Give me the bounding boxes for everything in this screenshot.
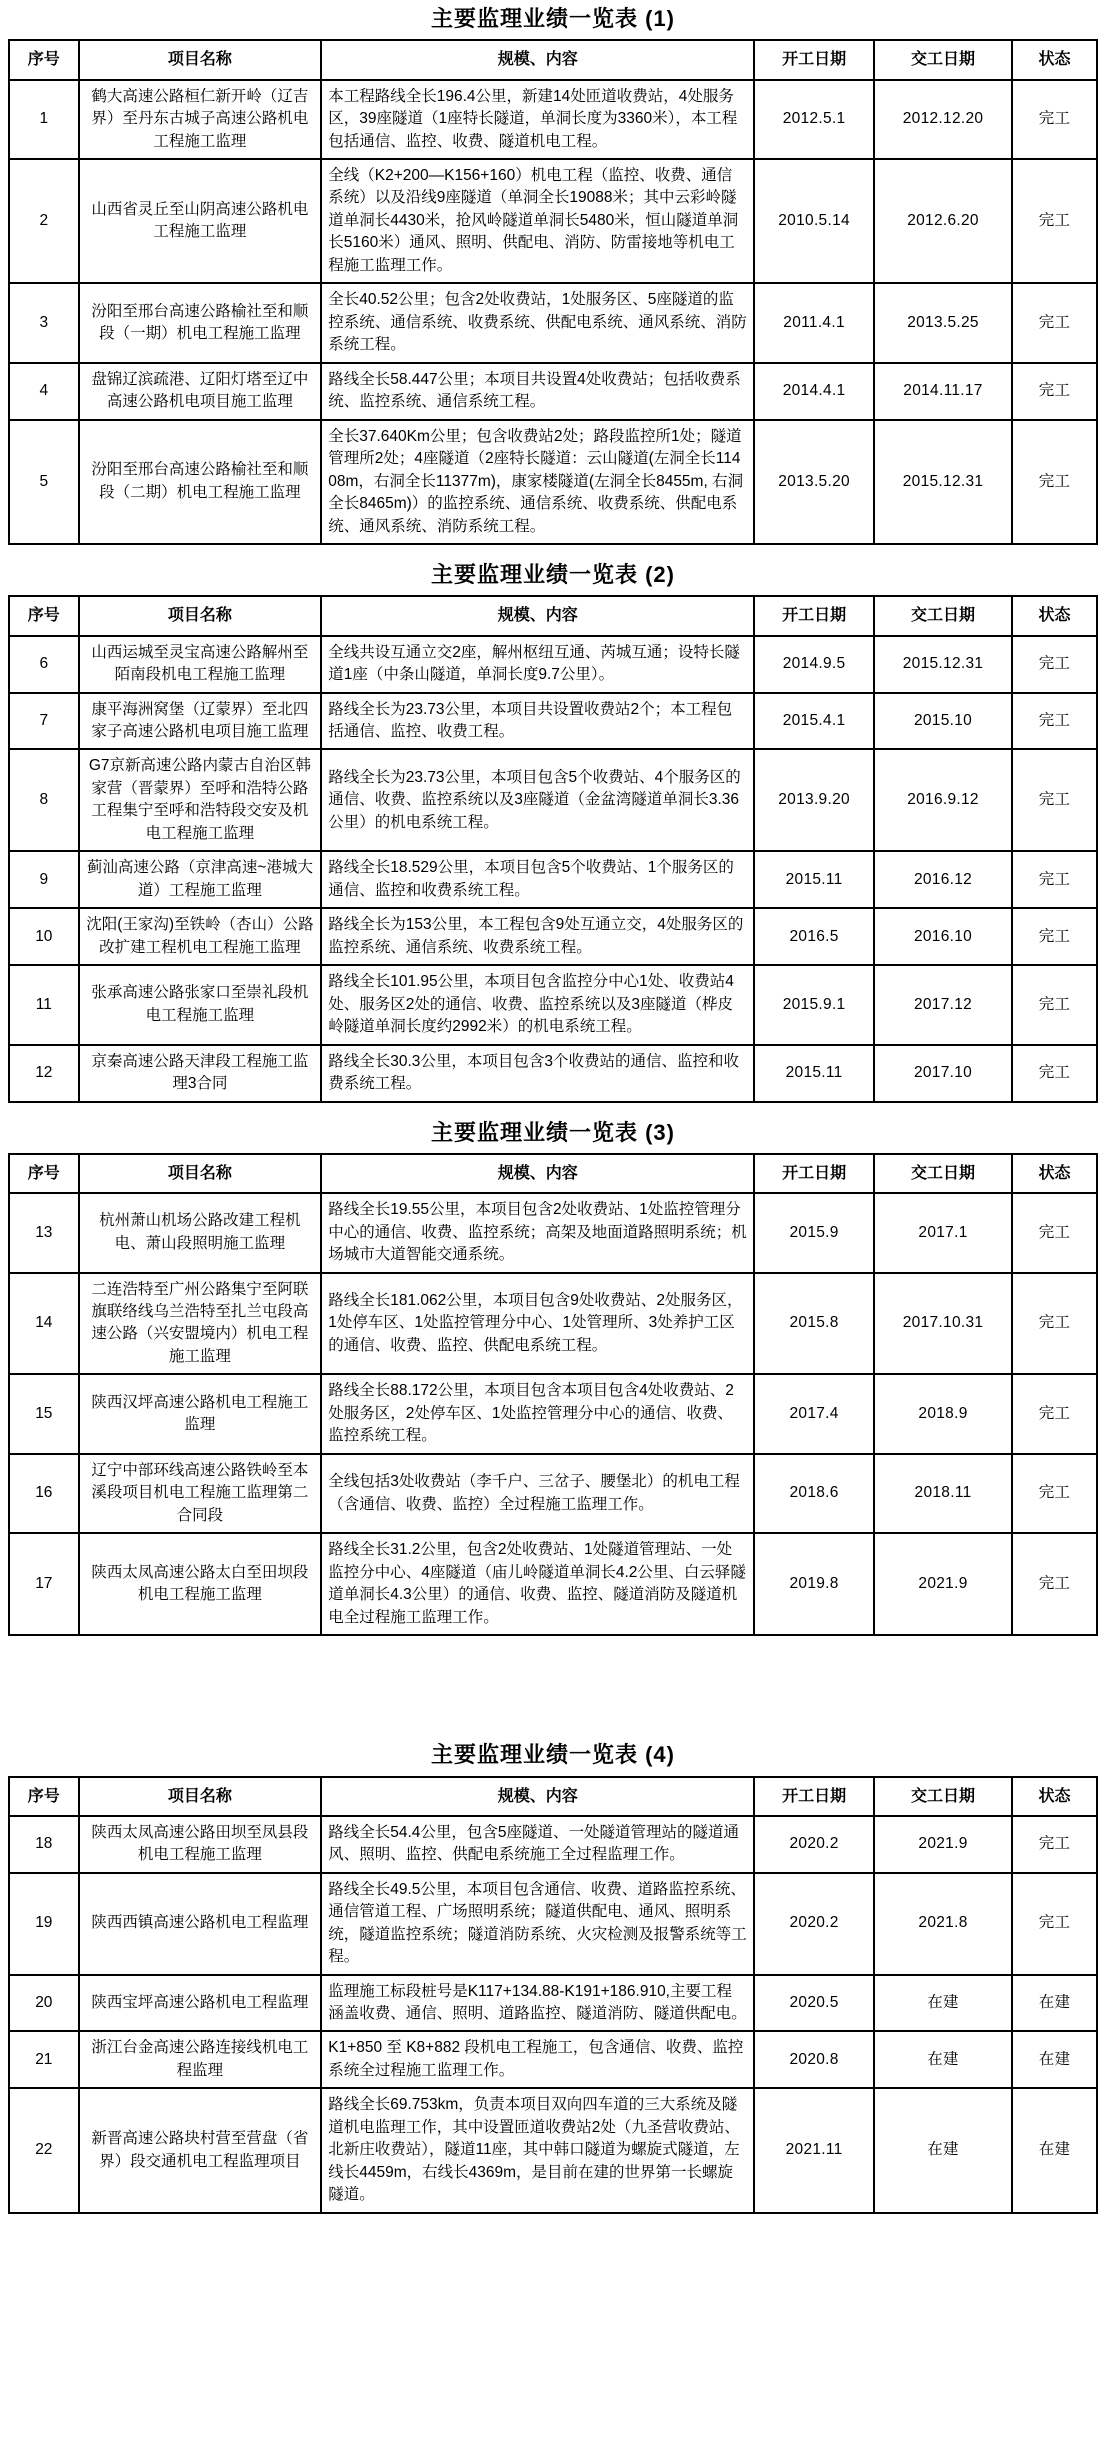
- status-cell: 完工: [1012, 1045, 1097, 1102]
- table-row: [9, 1873, 1097, 1975]
- scope-content-cell: 全线（K2+200—K156+160）机电工程（监控、收费、通信系统）以及沿线9座隧道（单洞全长19088米；其中云彩岭隧道单洞长4430米，抢风岭隧道单洞长5480米，恒山隧道单洞长5160米）通风、照明、供配电、消防、防雷接地等机电工程施工监理工作。: [321, 159, 754, 283]
- status-cell: 完工: [1012, 693, 1097, 750]
- end-date-cell: 2018.9: [874, 1374, 1012, 1453]
- scope-content-cell: 路线全长101.95公里，本项目包含监控分中心1处、收费站4处、服务区2处的通信、收费、监控系统以及3座隧道（桦皮岭隧道单洞长度约2992米）的机电系统工程。: [321, 965, 754, 1044]
- scope-content-cell: 全线共设互通立交2座，解州枢纽互通、芮城互通；设特长隧道1座（中条山隧道，单洞长度9.7公里）。: [321, 636, 754, 693]
- end-date-cell: 2017.10.31: [874, 1273, 1012, 1375]
- scope-content-cell: 路线全长19.55公里，本项目包含2处收费站、1处监控管理分中心的通信、收费、监控系统；高架及地面道路照明系统；机场城市大道智能交通系统。: [321, 1193, 754, 1272]
- start-date-cell: 2021.11: [754, 2088, 874, 2212]
- project-name-cell: 陕西宝坪高速公路机电工程监理: [79, 1975, 322, 2032]
- table-row: [9, 908, 1097, 965]
- scope-content-cell: 路线全长为23.73公里，本项目包含5个收费站、4个服务区的通信、收费、监控系统以及3座隧道（金盆湾隧道单洞长3.36公里）的机电系统工程。: [321, 749, 754, 851]
- start-date-cell: 2020.2: [754, 1816, 874, 1873]
- row-number-cell: 7: [9, 693, 79, 750]
- scope-content-cell: 路线全长18.529公里，本项目包含5个收费站、1个服务区的通信、监控和收费系统工程。: [321, 851, 754, 908]
- row-number-cell: 12: [9, 1045, 79, 1102]
- start-date-cell: 2013.5.20: [754, 420, 874, 544]
- status-cell: 完工: [1012, 908, 1097, 965]
- start-date-cell: 2011.4.1: [754, 283, 874, 362]
- column-header: 规模、内容: [321, 40, 754, 79]
- project-name-cell: 陕西太凤高速公路太白至田坝段机电工程施工监理: [79, 1533, 322, 1635]
- column-header: 序号: [9, 1777, 79, 1816]
- end-date-cell: 2014.11.17: [874, 363, 1012, 420]
- start-date-cell: 2010.5.14: [754, 159, 874, 283]
- table-row: [9, 2031, 1097, 2088]
- status-cell: 完工: [1012, 420, 1097, 544]
- start-date-cell: 2015.8: [754, 1273, 874, 1375]
- end-date-cell: 2017.12: [874, 965, 1012, 1044]
- row-number-cell: 22: [9, 2088, 79, 2212]
- end-date-cell: 2012.12.20: [874, 80, 1012, 159]
- end-date-cell: 2016.12: [874, 851, 1012, 908]
- status-cell: 完工: [1012, 851, 1097, 908]
- table-row: [9, 965, 1097, 1044]
- project-name-cell: 沈阳(王家沟)至铁岭（杏山）公路改扩建工程机电工程施工监理: [79, 908, 322, 965]
- row-number-cell: 6: [9, 636, 79, 693]
- end-date-cell: 2021.8: [874, 1873, 1012, 1975]
- row-number-cell: 9: [9, 851, 79, 908]
- status-cell: 完工: [1012, 965, 1097, 1044]
- table-row: [9, 749, 1097, 851]
- start-date-cell: 2016.5: [754, 908, 874, 965]
- column-header: 项目名称: [79, 40, 322, 79]
- project-name-cell: 康平海洲窝堡（辽蒙界）至北四家子高速公路机电项目施工监理: [79, 693, 322, 750]
- project-name-cell: 张承高速公路张家口至崇礼段机电工程施工监理: [79, 965, 322, 1044]
- row-number-cell: 3: [9, 283, 79, 362]
- row-number-cell: 1: [9, 80, 79, 159]
- row-number-cell: 18: [9, 1816, 79, 1873]
- project-name-cell: 浙江台金高速公路连接线机电工程监理: [79, 2031, 322, 2088]
- end-date-cell: 2013.5.25: [874, 283, 1012, 362]
- start-date-cell: 2015.4.1: [754, 693, 874, 750]
- performance-table-section: [8, 6, 1098, 545]
- performance-table: [8, 1153, 1098, 1636]
- start-date-cell: 2015.9: [754, 1193, 874, 1272]
- end-date-cell: 在建: [874, 2088, 1012, 2212]
- table-row: [9, 283, 1097, 362]
- start-date-cell: 2018.6: [754, 1454, 874, 1533]
- table-title: 主要监理业绩一览表 (1): [430, 6, 675, 31]
- project-name-cell: 陕西西镇高速公路机电工程监理: [79, 1873, 322, 1975]
- status-cell: 在建: [1012, 1975, 1097, 2032]
- table-row: [9, 636, 1097, 693]
- end-date-cell: 2015.12.31: [874, 420, 1012, 544]
- end-date-cell: 2018.11: [874, 1454, 1012, 1533]
- start-date-cell: 2014.4.1: [754, 363, 874, 420]
- end-date-cell: 在建: [874, 1975, 1012, 2032]
- scope-content-cell: 路线全长181.062公里，本项目包含9处收费站、2处服务区，1处停车区、1处监控管理分中心、1处管理所、3处养护工区的通信、收费、监控、供配电系统工程。: [321, 1273, 754, 1375]
- project-name-cell: 杭州萧山机场公路改建工程机电、萧山段照明施工监理: [79, 1193, 322, 1272]
- scope-content-cell: 全长40.52公里；包含2处收费站，1处服务区、5座隧道的监控系统、通信系统、收费系统、供配电系统、通风系统、消防系统工程。: [321, 283, 754, 362]
- scope-content-cell: 路线全长88.172公里，本项目包含本项目包含4处收费站、2处服务区，2处停车区、1处监控管理分中心的通信、收费、监控系统工程。: [321, 1374, 754, 1453]
- column-header: 交工日期: [874, 1154, 1012, 1193]
- column-header: 开工日期: [754, 1777, 874, 1816]
- row-number-cell: 17: [9, 1533, 79, 1635]
- performance-table-section: [8, 562, 1098, 1103]
- table-row: [9, 1374, 1097, 1453]
- column-header: 交工日期: [874, 1777, 1012, 1816]
- status-cell: 完工: [1012, 1816, 1097, 1873]
- status-cell: 在建: [1012, 2031, 1097, 2088]
- table-title: 主要监理业绩一览表 (3): [430, 1119, 675, 1145]
- column-header: 项目名称: [79, 1777, 322, 1816]
- end-date-cell: 2021.9: [874, 1533, 1012, 1635]
- table-row: [9, 159, 1097, 283]
- status-cell: 完工: [1012, 363, 1097, 420]
- column-header: 序号: [9, 40, 79, 79]
- scope-content-cell: 路线全长69.753km，负责本项目双向四车道的三大系统及隧道机电监理工作，其中设置匝道收费站2处（九圣营收费站、北新庄收费站），隧道11座，其中韩口隧道为螺旋式隧道，左线长4459m，右线长4369m，是目前在建的世界第一长螺旋隧道。: [321, 2088, 754, 2212]
- project-name-cell: 汾阳至邢台高速公路榆社至和顺段（一期）机电工程施工监理: [79, 283, 322, 362]
- scope-content-cell: 全线包括3处收费站（李千户、三岔子、腰堡北）的机电工程（含通信、收费、监控）全过程施工监理工作。: [321, 1454, 754, 1533]
- column-header: 序号: [9, 596, 79, 635]
- performance-table-section: [8, 1120, 1098, 1637]
- row-number-cell: 16: [9, 1454, 79, 1533]
- start-date-cell: 2017.4: [754, 1374, 874, 1453]
- start-date-cell: 2013.9.20: [754, 749, 874, 851]
- header-row: [9, 596, 1097, 635]
- end-date-cell: 2016.10: [874, 908, 1012, 965]
- column-header: 开工日期: [754, 40, 874, 79]
- table-row: [9, 1193, 1097, 1272]
- end-date-cell: 2017.10: [874, 1045, 1012, 1102]
- column-header: 状态: [1012, 1154, 1097, 1193]
- table-row: [9, 2088, 1097, 2212]
- header-row: [9, 40, 1097, 79]
- status-cell: 完工: [1012, 159, 1097, 283]
- project-name-cell: 鹤大高速公路桓仁新开岭（辽吉界）至丹东古城子高速公路机电工程施工监理: [79, 80, 322, 159]
- scope-content-cell: 路线全长58.447公里；本项目共设置4处收费站；包括收费系统、监控系统、通信系统工程。: [321, 363, 754, 420]
- row-number-cell: 19: [9, 1873, 79, 1975]
- project-name-cell: 辽宁中部环线高速公路铁岭至本溪段项目机电工程施工监理第二合同段: [79, 1454, 322, 1533]
- column-header: 项目名称: [79, 1154, 322, 1193]
- start-date-cell: 2015.9.1: [754, 965, 874, 1044]
- status-cell: 完工: [1012, 749, 1097, 851]
- end-date-cell: 在建: [874, 2031, 1012, 2088]
- status-cell: 完工: [1012, 1873, 1097, 1975]
- status-cell: 完工: [1012, 1533, 1097, 1635]
- status-cell: 在建: [1012, 2088, 1097, 2212]
- end-date-cell: 2017.1: [874, 1193, 1012, 1272]
- project-name-cell: G7京新高速公路内蒙古自治区韩家营（晋蒙界）至呼和浩特公路工程集宁至呼和浩特段交安及机电工程施工监理: [79, 749, 322, 851]
- start-date-cell: 2020.5: [754, 1975, 874, 2032]
- scope-content-cell: 监理施工标段桩号是K117+134.88-K191+186.910,主要工程涵盖收费、通信、照明、道路监控、隧道消防、隧道供配电。: [321, 1975, 754, 2032]
- start-date-cell: 2012.5.1: [754, 80, 874, 159]
- row-number-cell: 11: [9, 965, 79, 1044]
- row-number-cell: 10: [9, 908, 79, 965]
- column-header: 开工日期: [754, 1154, 874, 1193]
- project-name-cell: 山西运城至灵宝高速公路解州至陌南段机电工程施工监理: [79, 636, 322, 693]
- scope-content-cell: 全长37.640Km公里；包含收费站2处；路段监控所1处；隧道管理所2处；4座隧道（2座特长隧道：云山隧道(左洞全长11408m，右洞全长11377m)，康家楼隧道(左洞全长8455m, 右洞全长8465m)）的监控系统、通信系统、收费系统、供配电系统、通风系统、消防系统工程。: [321, 420, 754, 544]
- table-row: [9, 420, 1097, 544]
- project-name-cell: 山西省灵丘至山阴高速公路机电工程施工监理: [79, 159, 322, 283]
- project-name-cell: 二连浩特至广州公路集宁至阿联旗联络线乌兰浩特至扎兰屯段高速公路（兴安盟境内）机电工程施工监理: [79, 1273, 322, 1375]
- start-date-cell: 2014.9.5: [754, 636, 874, 693]
- table-title: 主要监理业绩一览表 (4): [430, 1742, 675, 1768]
- column-header: 状态: [1012, 596, 1097, 635]
- row-number-cell: 5: [9, 420, 79, 544]
- column-header: 规模、内容: [321, 596, 754, 635]
- row-number-cell: 8: [9, 749, 79, 851]
- column-header: 状态: [1012, 1777, 1097, 1816]
- end-date-cell: 2015.10: [874, 693, 1012, 750]
- column-header: 交工日期: [874, 596, 1012, 635]
- project-name-cell: 陕西汉坪高速公路机电工程施工监理: [79, 1374, 322, 1453]
- performance-table: [8, 595, 1098, 1102]
- performance-table-section: [8, 1742, 1098, 2214]
- scope-content-cell: 本工程路线全长196.4公里，新建14处匝道收费站，4处服务区，39座隧道（1座特长隧道，单洞长度为3360米），本工程包括通信、监控、收费、隧道机电工程。: [321, 80, 754, 159]
- end-date-cell: 2015.12.31: [874, 636, 1012, 693]
- project-name-cell: 京秦高速公路天津段工程施工监理3合同: [79, 1045, 322, 1102]
- scope-content-cell: K1+850 至 K8+882 段机电工程施工，包含通信、收费、监控系统全过程施工监理工作。: [321, 2031, 754, 2088]
- column-header: 状态: [1012, 40, 1097, 79]
- scope-content-cell: 路线全长54.4公里，包含5座隧道、一处隧道管理站的隧道通风、照明、监控、供配电系统施工全过程监理工作。: [321, 1816, 754, 1873]
- project-name-cell: 陕西太凤高速公路田坝至凤县段机电工程施工监理: [79, 1816, 322, 1873]
- project-name-cell: 新晋高速公路块村营至营盘（省界）段交通机电工程监理项目: [79, 2088, 322, 2212]
- status-cell: 完工: [1012, 283, 1097, 362]
- table-row: [9, 1045, 1097, 1102]
- performance-table: [8, 1776, 1098, 2214]
- table-row: [9, 1816, 1097, 1873]
- row-number-cell: 2: [9, 159, 79, 283]
- column-header: 交工日期: [874, 40, 1012, 79]
- project-name-cell: 蓟汕高速公路（京津高速~港城大道）工程施工监理: [79, 851, 322, 908]
- column-header: 项目名称: [79, 596, 322, 635]
- table-row: [9, 1975, 1097, 2032]
- row-number-cell: 20: [9, 1975, 79, 2032]
- end-date-cell: 2012.6.20: [874, 159, 1012, 283]
- start-date-cell: 2020.8: [754, 2031, 874, 2088]
- table-row: [9, 80, 1097, 159]
- project-name-cell: 盘锦辽滨疏港、辽阳灯塔至辽中高速公路机电项目施工监理: [79, 363, 322, 420]
- status-cell: 完工: [1012, 636, 1097, 693]
- row-number-cell: 21: [9, 2031, 79, 2088]
- end-date-cell: 2016.9.12: [874, 749, 1012, 851]
- row-number-cell: 4: [9, 363, 79, 420]
- scope-content-cell: 路线全长为23.73公里，本项目共设置收费站2个；本工程包括通信、监控、收费工程。: [321, 693, 754, 750]
- row-number-cell: 13: [9, 1193, 79, 1272]
- table-title: 主要监理业绩一览表 (2): [430, 562, 675, 588]
- table-row: [9, 693, 1097, 750]
- status-cell: 完工: [1012, 1454, 1097, 1533]
- scope-content-cell: 路线全长31.2公里，包含2处收费站、1处隧道管理站、一处监控分中心、4座隧道（庙儿岭隧道单洞长4.2公里、白云驿隧道单洞长4.3公里）的通信、收费、监控、隧道消防及隧道机电全过程施工监理工作。: [321, 1533, 754, 1635]
- header-row: [9, 1154, 1097, 1193]
- column-header: 开工日期: [754, 596, 874, 635]
- table-row: [9, 851, 1097, 908]
- row-number-cell: 14: [9, 1273, 79, 1375]
- start-date-cell: 2019.8: [754, 1533, 874, 1635]
- table-row: [9, 363, 1097, 420]
- status-cell: 完工: [1012, 1273, 1097, 1375]
- performance-table: [8, 39, 1098, 545]
- end-date-cell: 2021.9: [874, 1816, 1012, 1873]
- start-date-cell: 2015.11: [754, 1045, 874, 1102]
- project-name-cell: 汾阳至邢台高速公路榆社至和顺段（二期）机电工程施工监理: [79, 420, 322, 544]
- start-date-cell: 2020.2: [754, 1873, 874, 1975]
- start-date-cell: 2015.11: [754, 851, 874, 908]
- row-number-cell: 15: [9, 1374, 79, 1453]
- scope-content-cell: 路线全长为153公里，本工程包含9处互通立交，4处服务区的监控系统、通信系统、收费系统工程。: [321, 908, 754, 965]
- scope-content-cell: 路线全长30.3公里，本项目包含3个收费站的通信、监控和收费系统工程。: [321, 1045, 754, 1102]
- scope-content-cell: 路线全长49.5公里，本项目包含通信、收费、道路监控系统、通信管道工程、广场照明系统；隧道供配电、通风、照明系统，隧道监控系统；隧道消防系统、火灾检测及报警系统等工程。: [321, 1873, 754, 1975]
- column-header: 序号: [9, 1154, 79, 1193]
- table-row: [9, 1454, 1097, 1533]
- status-cell: 完工: [1012, 80, 1097, 159]
- header-row: [9, 1777, 1097, 1816]
- column-header: 规模、内容: [321, 1154, 754, 1193]
- status-cell: 完工: [1012, 1374, 1097, 1453]
- table-row: [9, 1533, 1097, 1635]
- table-row: [9, 1273, 1097, 1375]
- status-cell: 完工: [1012, 1193, 1097, 1272]
- column-header: 规模、内容: [321, 1777, 754, 1816]
